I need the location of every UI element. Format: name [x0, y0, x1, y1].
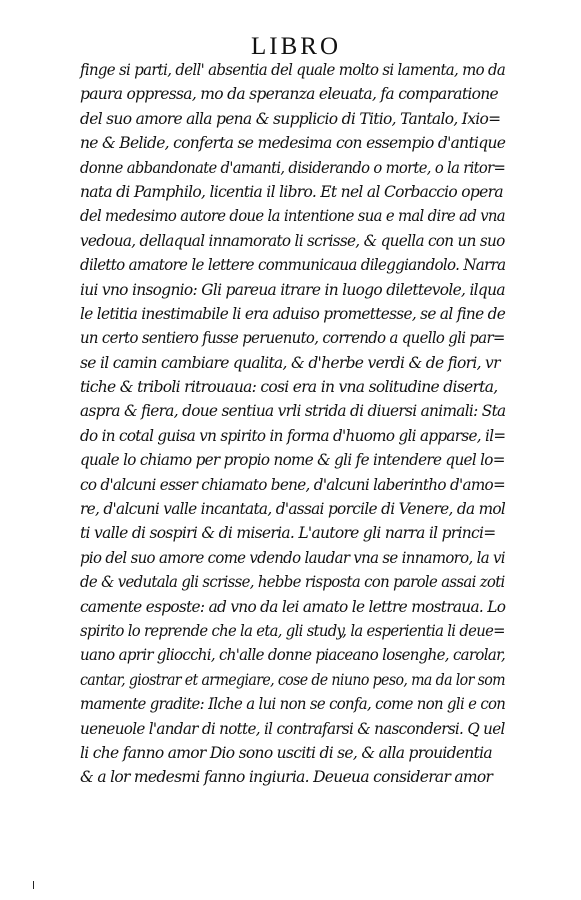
text-line: quale lo chiamo per propio nome & gli fe intendere quel lo= [80, 451, 505, 470]
text-line: do in cotal guisa vn spirito in forma d'huomo gli apparse, il= [80, 426, 506, 445]
text-line: ti valle di sospiri & di miseria. L'autore gli narra il princi= [80, 524, 496, 543]
text-line: co d'alcuni esser chiamato bene, d'alcuni laberintho d'amo= [80, 475, 506, 494]
text-line: un certo sentiero fusse peruenuto, correndo a quello gli par= [80, 329, 505, 348]
text-line: spirito lo reprende che la eta, gli study, la esperientia li deue= [80, 621, 505, 640]
text-line: ne & Belide, conferta se medesima con essempio d'antique [80, 134, 506, 153]
text-block [80, 58, 505, 790]
text-line: del suo amore alla pena & supplicio di Titio, Tantalo, Ixio= [80, 109, 501, 128]
text-line: nata di Pamphilo, licentia il libro. Et nel al Corbaccio opera [80, 182, 503, 201]
text-line: diletto amatore le lettere communicaua dileggiandolo. Narra [80, 256, 506, 275]
text-line: iui vno insognio: Gli pareua itrare in luogo dilettevole, ilqua [80, 280, 505, 299]
text-line: uano aprir gliocchi, ch'alle donne piaceano losenghe, carolar, [80, 646, 506, 665]
text-line: finge si parti, dell' absentia del quale molto si lamenta, mo da [80, 61, 506, 79]
text-line: se il camin cambiare qualita, & d'herbe verdi & de fiori, vr [80, 353, 500, 372]
text-line: de & vedutala gli scrisse, hebbe risposta con parole assai zoti [80, 573, 505, 592]
text-line: pio del suo amore come vdendo laudar vna se innamoro, la vi [80, 548, 505, 567]
running-head: LIBRO [251, 33, 341, 60]
text-line: del medesimo autore doue la intentione sua e mal dire ad vna [80, 207, 505, 226]
text-line: donne abbandonate d'amanti, disiderando o morte, o la ritor= [80, 158, 506, 177]
text-line: & a lor medesmi fanno ingiuria. Deueua considerar amor [80, 768, 493, 787]
text-line: mamente gradite: Ilche a lui non se confa, come non gli e con [80, 695, 506, 714]
text-line: li che fanno amor Dio sono usciti di se, & alla prouidentia [80, 743, 492, 762]
text-line: re, d'alcuni valle incantata, d'assai porcile di Venere, da mol [80, 500, 506, 519]
text-line: aspra & fiera, doue sentiua vrli strida di diuersi animali: Sta [80, 402, 506, 421]
text-line: camente esposte: ad vno da lei amato le lettre mostraua. Lo [80, 597, 506, 616]
text-line: vedoua, dellaqual innamorato li scrisse, & quella con un suo [80, 231, 505, 250]
text-line: tiche & triboli ritrouaua: cosi era in vna solitudine diserta, [80, 378, 498, 397]
text-line: cantar, giostrar et armegiare, cose de niuno peso, ma da lor som [80, 670, 505, 689]
margin-mark [33, 881, 34, 889]
text-line: ueneuole l'andar di notte, il contrafarsi & nascondersi. Q uel [80, 719, 505, 738]
text-line: paura oppressa, mo da speranza eleuata, fa comparatione [80, 85, 499, 104]
text-line: le letitia inestimabile li era aduiso promettesse, se al fine de [80, 304, 506, 323]
